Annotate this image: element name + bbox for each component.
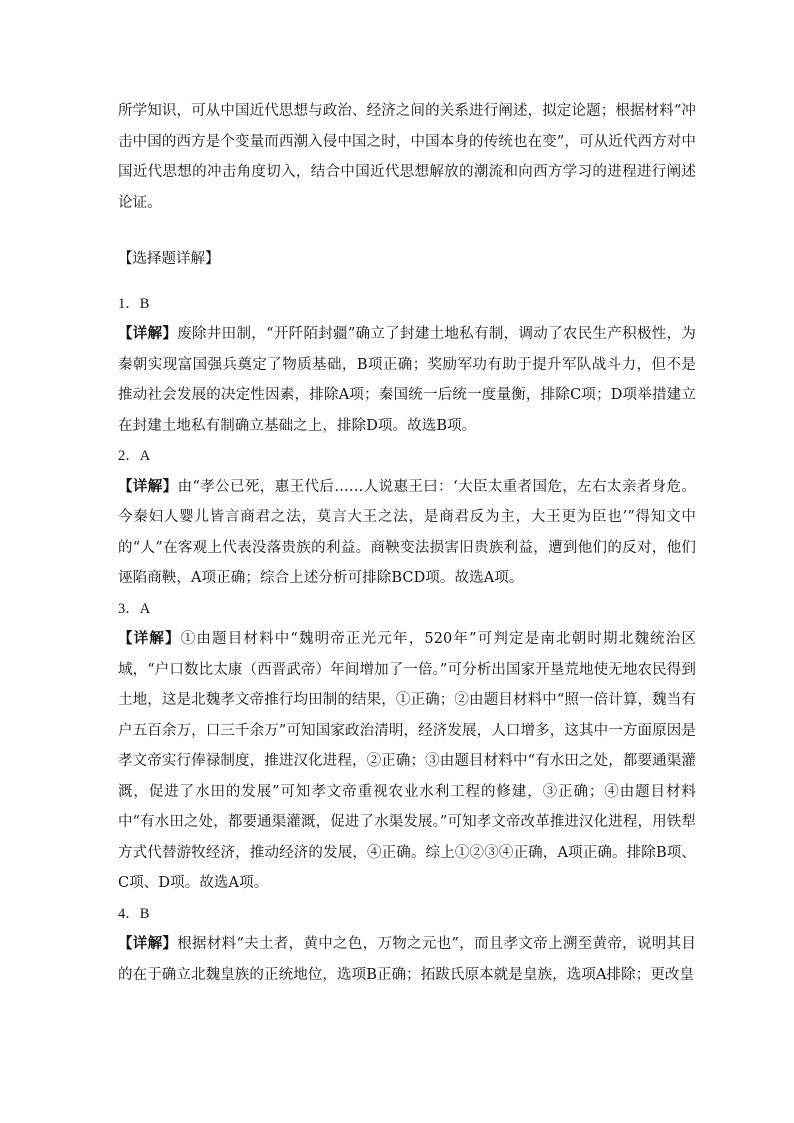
question-explanation xyxy=(118,319,696,441)
question-number: 1．B xyxy=(118,295,150,312)
question-item xyxy=(118,594,696,899)
intro-paragraph: 所学知识，可从中国近代思想与政治、经济之间的关系进行阐述，拟定论题；根据材料“冲击中国的西方是个变量而西潮入侵中国之时，中国本身的传统也在变”，可从近代西方对中国近代思想的冲击角度切入，结合中国近代思想解放的潮流和向西方学习的进程进行阐述论证。 xyxy=(118,103,696,211)
question-explanation xyxy=(118,624,696,899)
section-title: 【选择题详解】 xyxy=(118,251,220,267)
question-explanation xyxy=(118,472,696,594)
explanation-tag: 【详解】 xyxy=(118,630,181,647)
explanation-text: ①由题目材料中“魏明帝正光元年，520年”可判定是南北朝时期北魏统治区域，“户口数比太康（西晋武帝）年间增加了一倍。”可分析出国家开垦荒地使无地农民得到土地，这是北魏孝文帝推行均田制的结果，①正确；②由题目材料中“照一倍计算，魏当有户五百余万，口三千余万”可知国家政治清明，经济发展，人口增多，这其中一方面原因是孝文帝实行俸禄制度，推进汉化进程，②正确；③由题目材料中“有水田之处，都要通渠灌溉，促进了水田的发展”可知孝文帝重视农业水利工程的修建，③正确；④由题目材料中“有水田之处，都要通渠灌溉，促进了水渠发展。”可知孝文帝改革推进汉化进程，用铁犁方式代替游牧经济，推动经济的发展，④正确。综上①②③④正确，A项正确。排除B项、C项、D项。故选A项。 xyxy=(118,631,697,891)
question-item xyxy=(118,441,696,594)
question-item xyxy=(118,899,696,991)
explanation-text: 废除井田制，“开阡陌封疆”确立了封建土地私有制，调动了农民生产积极性，为秦朝实现富国强兵奠定了物质基础，B项正确；奖励军功有助于提升军队战斗力，但不是推动社会发展的决定性因素，排除A项；秦国统一后统一度量衡，排除C项；D项举措建立在封建土地私有制确立基础之上，排除D项。故选B项。 xyxy=(118,326,696,434)
document-page xyxy=(118,96,696,990)
question-number: 3．A xyxy=(118,600,151,617)
explanation-tag: 【详解】 xyxy=(118,325,178,342)
explanation-text: 由“孝公已死，惠王代后……人说惠王曰：‘大臣太重者国危，左右太亲者身危。今秦妇人婴儿皆言商君之法，莫言大王之法，是商君反为主，大王更为臣也’”得知文中的“人”在客观上代表没落贵族的利益。商鞅变法损害旧贵族利益，遭到他们的反对，他们诬陷商鞅，A项正确；综合上述分析可排除BCD项。故选A项。 xyxy=(118,478,696,586)
question-item xyxy=(118,289,696,442)
question-number: 2．A xyxy=(118,448,151,464)
question-number: 4．B xyxy=(118,905,150,922)
explanation-tag: 【详解】 xyxy=(118,935,178,952)
question-explanation xyxy=(118,929,696,990)
explanation-text: 根据材料“夫土者，黄中之色，万物之元也”，而且孝文帝上溯至黄帝，说明其目的在于确立北魏皇族的正统地位，选项B正确；拓跋氏原本就是皇族，选项A排除；更改皇 xyxy=(118,936,696,983)
explanation-tag: 【详解】 xyxy=(118,477,178,495)
